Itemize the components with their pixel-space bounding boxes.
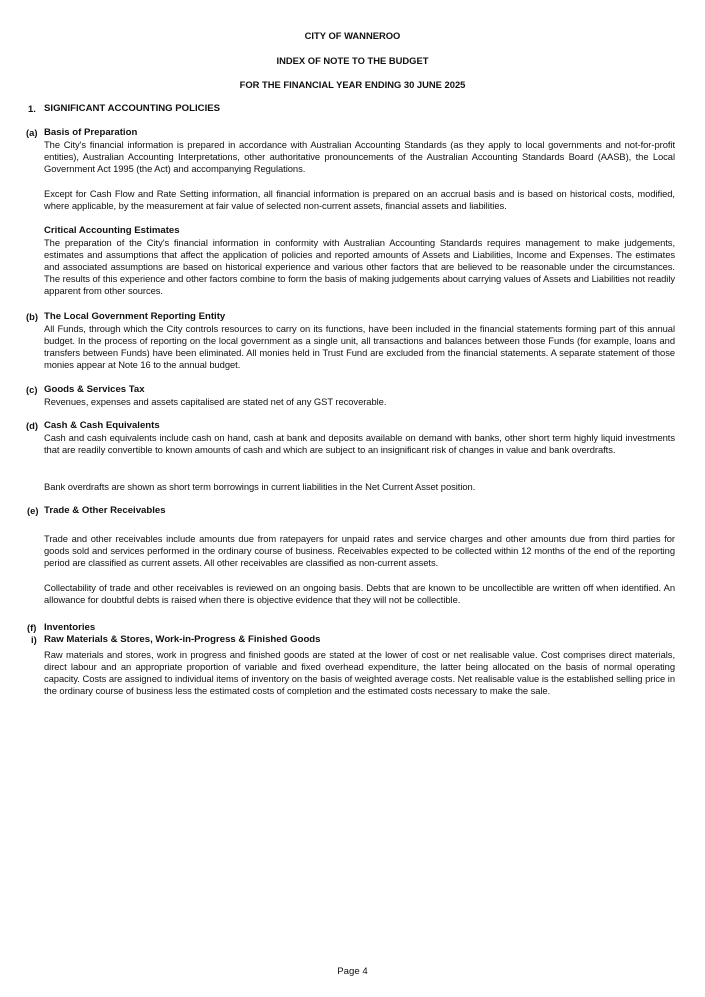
note-c-title: Goods & Services Tax [44,384,145,395]
note-f-title: Inventories [44,622,96,633]
section-number: 1. [28,103,36,114]
note-b-paragraph-1: All Funds, through which the City controls resources to carry on its functions, have been included in the financial statements forming part of this annual budget. In the process of reporting on the local government as a single unit, all transactions and balances between those Funds (for example, loans and transfers between Funds) have been eliminated. All monies held in Trust Fund are excluded from the financial statements. A separate statement of those monies appear at Note 16 to the annual budget. [44,323,675,371]
note-a-label: (a) [26,127,38,138]
note-c-label: (c) [26,384,38,395]
note-e-title: Trade & Other Receivables [44,505,166,516]
note-d-title: Cash & Cash Equivalents [44,420,160,431]
reporting-period: FOR THE FINANCIAL YEAR ENDING 30 JUNE 2025 [239,79,466,90]
critical-estimates-title: Critical Accounting Estimates [44,225,180,236]
note-e-paragraph-1: Trade and other receivables include amounts due from ratepayers for unpaid rates and service charges and other amounts due from third parties for goods sold and services performed in the ordinary course of business. Receivables expected to be collected within 12 months of the end of the reporting period are classified as current assets. All other receivables are classified as non-current assets. [44,533,675,569]
note-e-paragraph-2: Collectability of trade and other receivables is reviewed on an ongoing basis. Debts that are known to be uncollectible are written off when identified. An allowance for doubtful debts is raised when there is objective evidence that they will not be collectible. [44,582,675,606]
note-b-label: (b) [26,311,38,322]
page-number: Page 4 [337,966,368,977]
note-a-paragraph-1: The City's financial information is prepared in accordance with Australian Accounting Standards (as they apply to local governments and not-for-profit entities), Australian Accounting Interpretations, other authoritative pronouncements of the Australian Accounting Standards Board (AASB), the Local Government Act 1995 (the Act) and accompanying Regulations. [44,139,675,175]
organization-name: CITY OF WANNEROO [304,30,401,41]
section-title: SIGNIFICANT ACCOUNTING POLICIES [44,103,221,114]
note-d-label: (d) [26,420,38,431]
note-a-paragraph-2: Except for Cash Flow and Rate Setting information, all financial information is prepared on an accrual basis and is based on historical costs, modified, where applicable, by the measurement at fair value of selected non-current assets, financial assets and liabilities. [44,188,675,212]
note-d-paragraph-2: Bank overdrafts are shown as short term borrowings in current liabilities in the Net Current Asset position. [44,481,476,492]
note-a-title: Basis of Preparation [44,127,138,138]
note-a-paragraph-3: The preparation of the City's financial information in conformity with Australian Accounting Standards requires management to make judgements, estimates and assumptions that affect the application of policies and reported amounts of Assets and Liabilities, Income and Expenses. The estimates and associated assumptions are based on historical experience and various other factors that are believed to be reasonable under the circumstances. The results of this experience and other factors combine to form the basis of making judgements about carrying values of Assets and Liabilities not readily apparent from other sources. [44,237,675,297]
note-f-sub-title: Raw Materials & Stores, Work-in-Progress & Finished Goods [44,634,321,645]
note-f-sub-label: i) [31,634,37,645]
document-title: INDEX OF NOTE TO THE BUDGET [276,55,429,66]
note-c-paragraph-1: Revenues, expenses and assets capitalised are stated net of any GST recoverable. [44,396,387,407]
note-d-paragraph-1: Cash and cash equivalents include cash on hand, cash at bank and deposits available on demand with banks, other short term highly liquid investments that are readily convertible to known amounts of cash and which are subject to an insignificant risk of changes in value and bank overdrafts. [44,432,675,456]
note-f-paragraph-1: Raw materials and stores, work in progress and finished goods are stated at the lower of cost or net realisable value. Cost comprises direct materials, direct labour and an appropriate proportion of variable and fixed overhead expenditure, the latter being allocated on the basis of normal operating capacity. Costs are assigned to individual items of inventory on the basis of weighted average costs. Net realisable value is the established selling price in the ordinary course of business less the estimated costs of completion and the estimated costs necessary to make the sale. [44,649,675,697]
note-b-title: The Local Government Reporting Entity [44,311,226,322]
note-f-label: (f) [27,622,37,633]
note-e-label: (e) [27,505,39,516]
